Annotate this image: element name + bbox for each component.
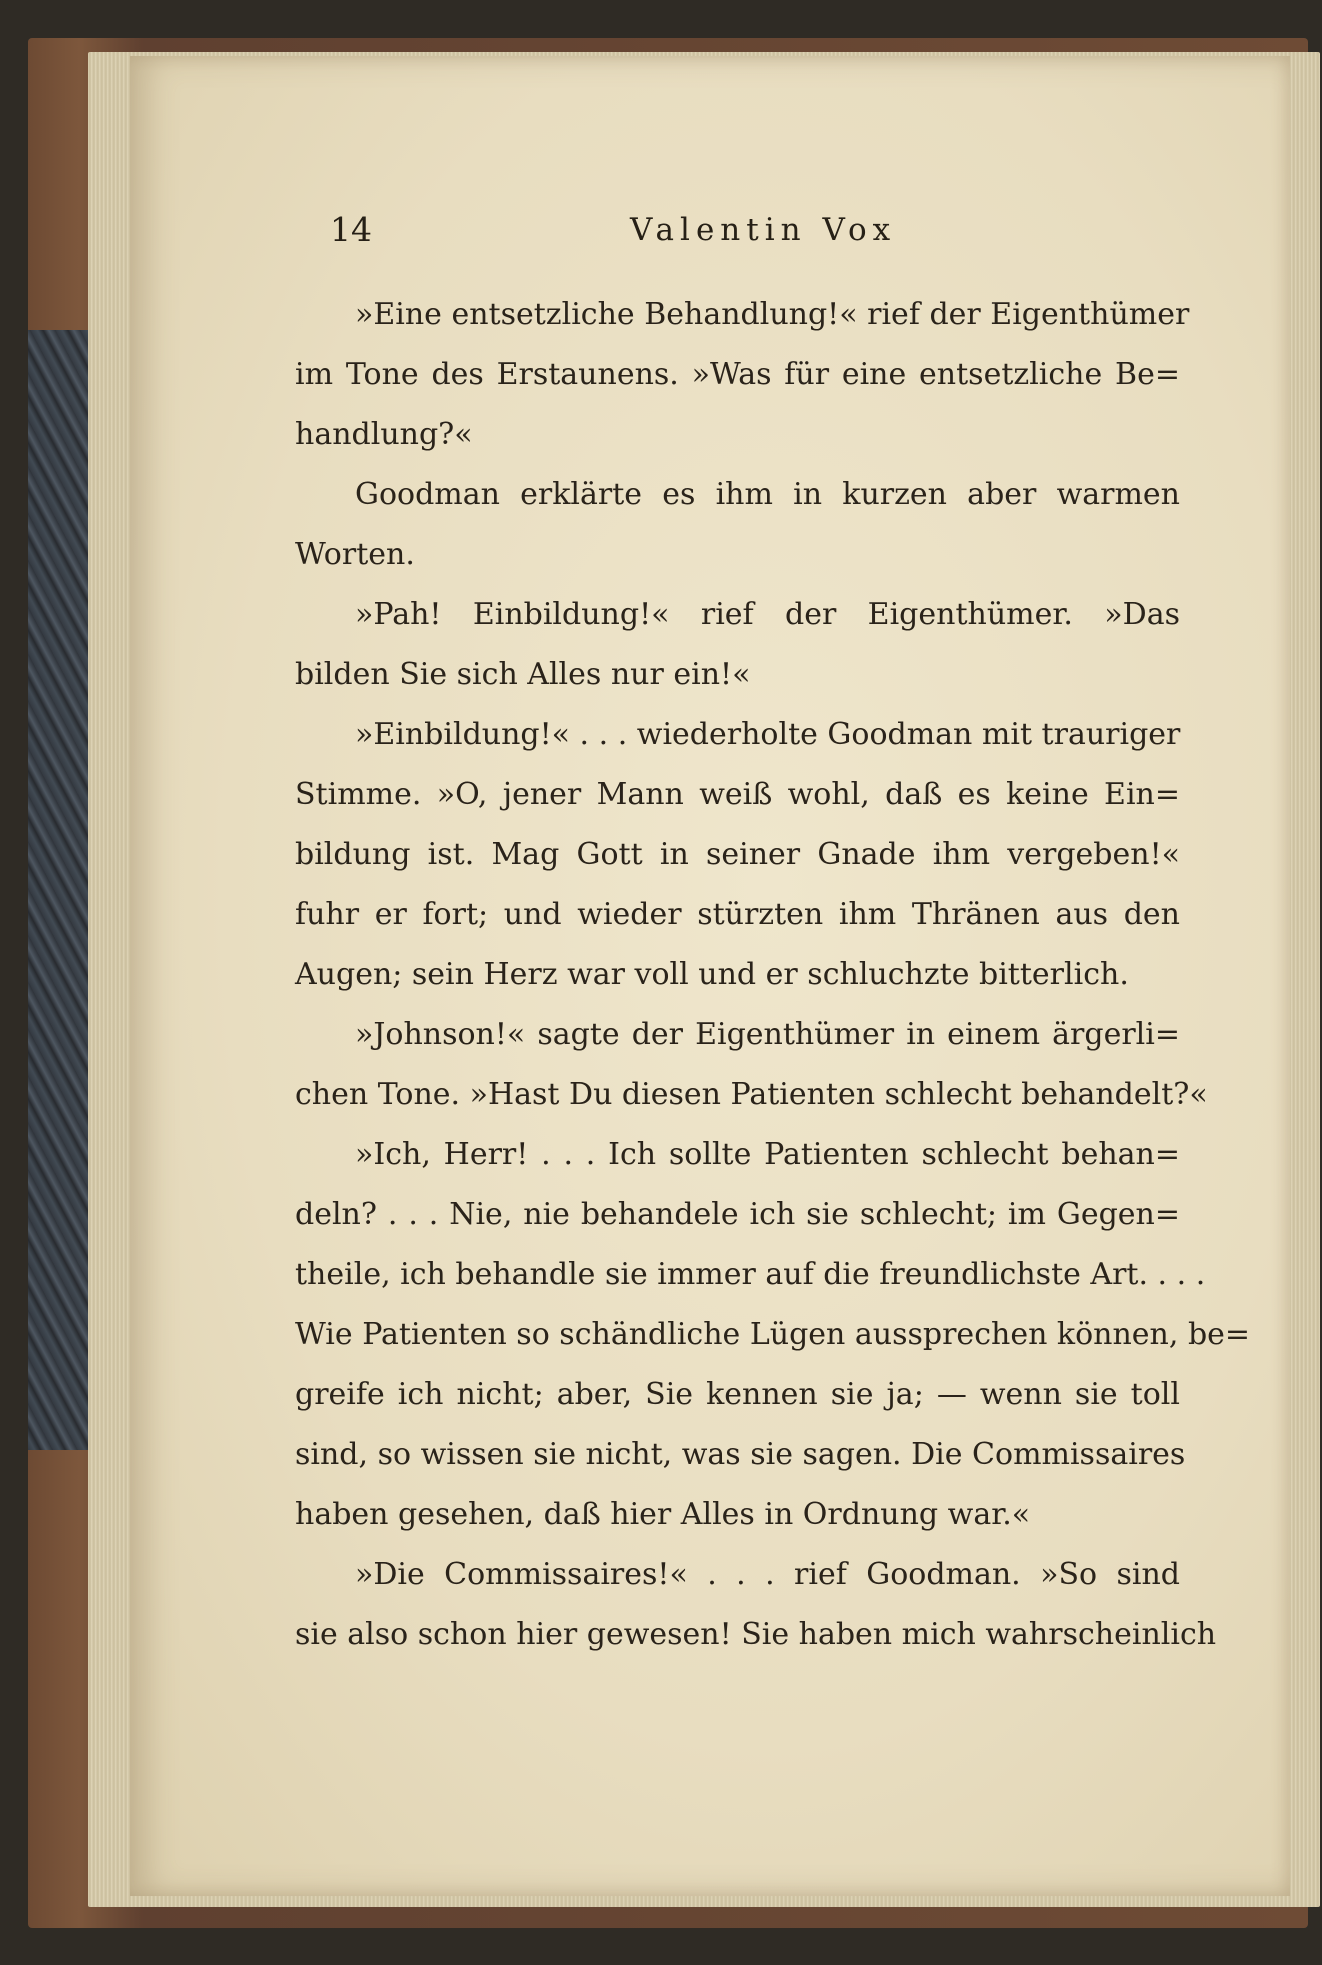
text-line: handlung?« [295,417,473,452]
text-line: bilden Sie sich Alles nur ein!« [295,657,751,692]
page-header [330,210,1200,260]
text-line: »Johnson!« sagte der Eigenthümer in einem ärgerli= [355,1017,1180,1052]
text-line: »Die Commissaires!« . . . rief Goodman. »So sind [355,1557,1180,1592]
text-line: »Eine entsetzliche Behandlung!« rief der Eigenthümer [355,297,1190,332]
text-line: Wie Patienten so schändliche Lügen aussprechen können, be= [295,1317,1251,1352]
text-line: theile, ich behandle sie immer auf die freundlichste Art. . . . [295,1257,1206,1292]
text-line: Stimme. »O, jener Mann weiß wohl, daß es keine Ein= [295,777,1180,812]
text-line: »Pah! Einbildung!« rief der Eigenthümer. »Das [355,597,1180,632]
text-line: greife ich nicht; aber, Sie kennen sie ja; — wenn sie toll [295,1377,1180,1412]
text-line: haben gesehen, daß hier Alles in Ordnung war.« [295,1497,1031,1532]
text-line: chen Tone. »Hast Du diesen Patienten schlecht behandelt?« [295,1077,1208,1112]
text-line: fuhr er fort; und wieder stürzten ihm Thränen aus den [295,897,1180,932]
text-line: Goodman erklärte es ihm in kurzen aber warmen [355,477,1180,512]
body-text [295,285,1251,1665]
running-title: Valentin Vox [630,212,897,248]
text-line: Worten. [295,537,415,572]
text-line: im Tone des Erstaunens. »Was für eine entsetzliche Be= [295,357,1180,392]
text-line: deln? . . . Nie, nie behandele ich sie schlecht; im Gegen= [295,1197,1180,1232]
text-line: bildung ist. Mag Gott in seiner Gnade ihm vergeben!« [295,837,1180,872]
text-line: sie also schon hier gewesen! Sie haben mich wahrscheinlich [295,1617,1217,1652]
page-number: 14 [330,210,372,249]
text-line: sind, so wissen sie nicht, was sie sagen. Die Commissaires [295,1437,1186,1472]
text-line: »Einbildung!« . . . wiederholte Goodman mit trauriger [355,717,1181,752]
text-line: »Ich, Herr! . . . Ich sollte Patienten schlecht behan= [355,1137,1180,1172]
text-line: Augen; sein Herz war voll und er schluchzte bitterlich. [295,957,1129,992]
